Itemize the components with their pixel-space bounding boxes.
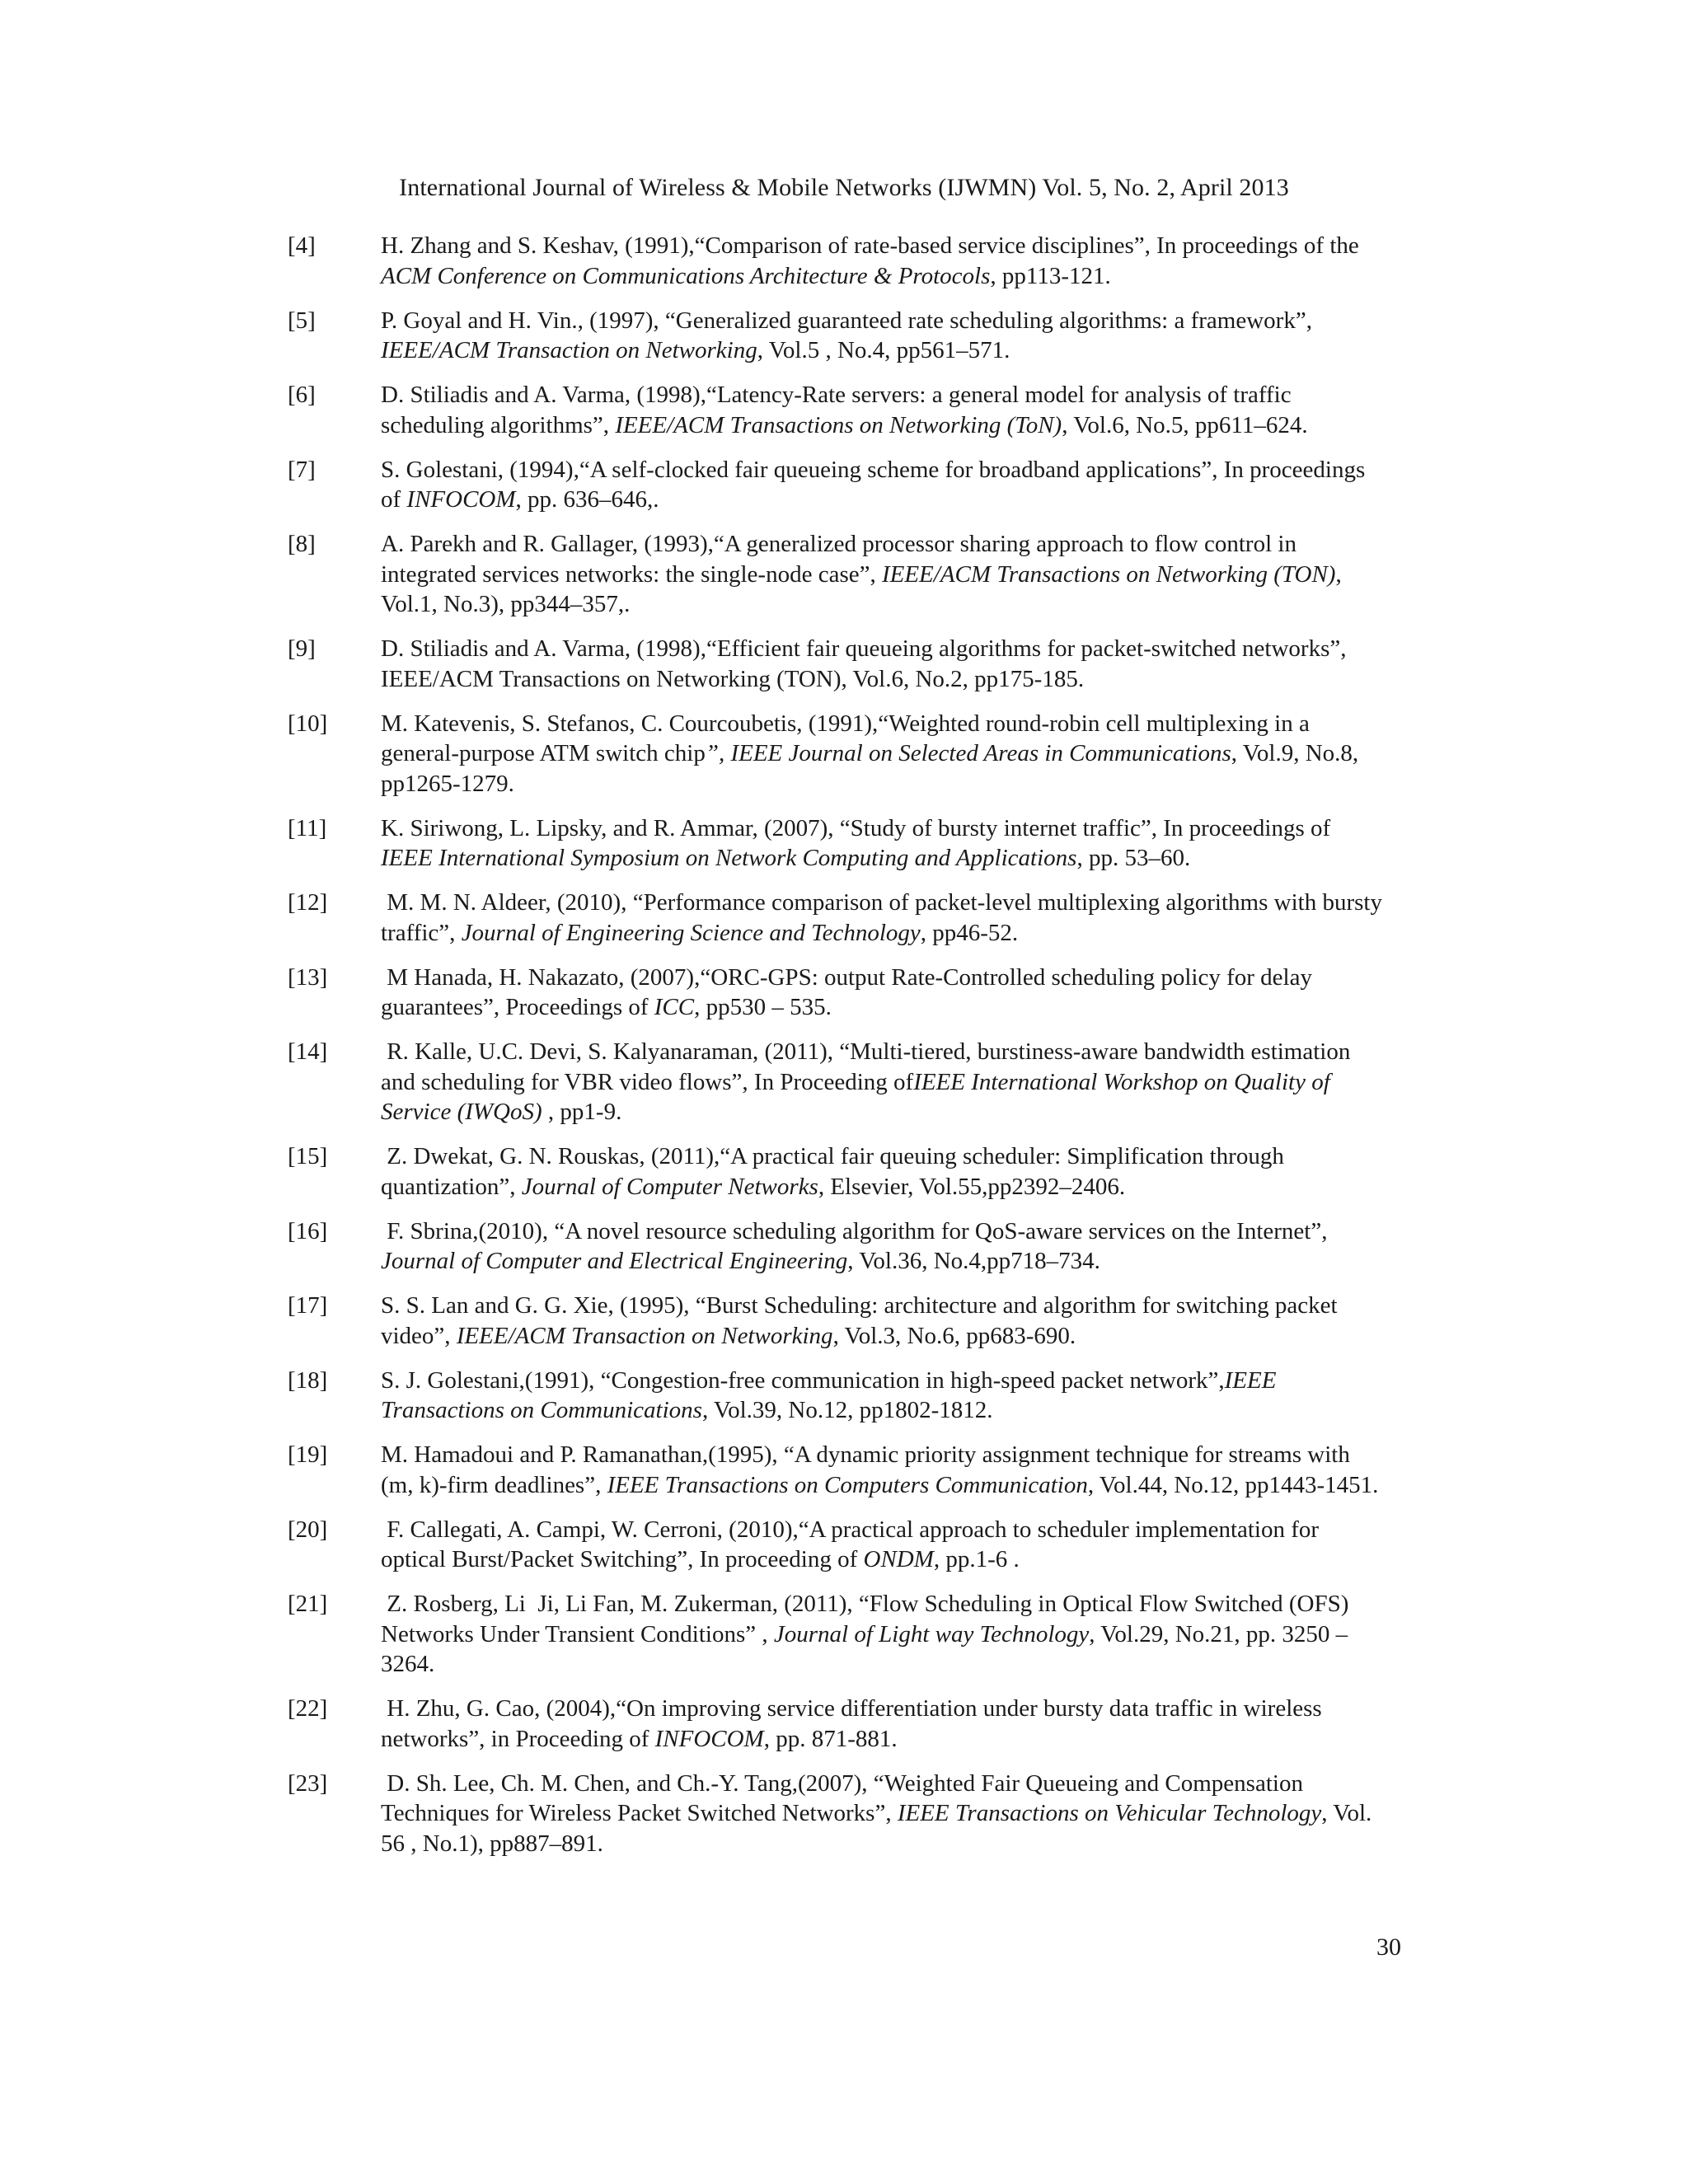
reference-venue: IEEE Transactions on Vehicular Technology — [897, 1800, 1322, 1826]
reference-number: [17] — [288, 1292, 328, 1319]
reference-venue: IEEE Transactions on Computers Communication — [607, 1471, 1088, 1498]
reference-entry — [288, 813, 1384, 874]
reference-text-segment: , pp.1-6 . — [933, 1546, 1020, 1572]
reference-text-segment: , Vol.1, No.3), pp344–357,. — [381, 560, 1342, 617]
reference-text — [381, 888, 1384, 948]
reference-text — [381, 529, 1384, 620]
reference-entry — [288, 634, 1384, 694]
reference-text — [381, 963, 1384, 1023]
reference-text-segment: A. Parekh and R. Gallager, (1993),“A generalized processor sharing approach to flow control in integrated services networks: the single-node case”, — [381, 531, 1296, 588]
reference-text-segment: , Vol.29, No.21, pp. 3250 – 3264. — [381, 1620, 1348, 1677]
reference-text-segment: K. Siriwong, L. Lipsky, and R. Ammar, (2007), “Study of bursty internet traffic”, In proceedings of — [381, 814, 1331, 841]
reference-text-segment: , Vol.6, No.5, pp611–624. — [1062, 411, 1308, 438]
reference-text-segment: , pp. 636–646,. — [515, 486, 659, 513]
reference-venue: IEEE/ACM Transactions on Networking (ToN) — [615, 411, 1062, 438]
reference-number: [8] — [288, 531, 316, 557]
reference-number: [9] — [288, 635, 316, 662]
reference-text-segment: , Vol.5 , No.4, pp561–571. — [757, 337, 1010, 363]
reference-entry — [288, 1769, 1384, 1859]
reference-venue: INFOCOM — [406, 486, 516, 513]
reference-text-segment: M. Hamadoui and P. Ramanathan,(1995), “A dynamic priority assignment technique for streams with (m, k)-firm deadlines”, — [381, 1441, 1350, 1498]
reference-text-segment: P. Goyal and H. Vin., (1997), “Generalized guaranteed rate scheduling algorithms: a framework”, — [381, 307, 1312, 334]
reference-text-segment: , pp. 871-881. — [763, 1725, 898, 1752]
reference-number: [19] — [288, 1441, 328, 1468]
reference-entry — [288, 1291, 1384, 1351]
reference-number: [7] — [288, 456, 316, 483]
reference-text-segment: , Vol.44, No.12, pp1443-1451. — [1087, 1471, 1379, 1498]
reference-entry — [288, 529, 1384, 620]
reference-venue: Journal of Light way Technology — [773, 1620, 1090, 1647]
reference-venue: INFOCOM — [654, 1725, 764, 1752]
reference-text-segment: , Vol. 56 , No.1), pp887–891. — [381, 1800, 1372, 1857]
reference-number: [23] — [288, 1769, 328, 1797]
reference-number: [13] — [288, 963, 328, 991]
reference-venue: IEEE/ACM Transaction on Networking — [456, 1322, 833, 1349]
reference-text — [381, 1694, 1384, 1754]
reference-entry — [288, 963, 1384, 1023]
reference-text-segment: , pp113-121. — [990, 262, 1111, 289]
reference-entry — [288, 306, 1384, 366]
reference-number: [4] — [288, 232, 316, 259]
reference-text-segment: , pp. 53–60. — [1076, 845, 1191, 871]
reference-text-segment: , Elsevier, Vol.55,pp2392–2406. — [818, 1173, 1126, 1200]
reference-text-segment: , pp530 – 535. — [694, 994, 832, 1020]
reference-text-segment: S. Golestani, (1994),“A self-clocked fair queueing scheme for broadband applications”, In proceedings of — [381, 456, 1366, 513]
reference-entry — [288, 888, 1384, 948]
reference-text — [381, 1037, 1384, 1127]
reference-entry — [288, 709, 1384, 799]
reference-entry — [288, 1515, 1384, 1575]
reference-entry — [288, 231, 1384, 291]
reference-text — [381, 634, 1384, 694]
reference-text-segment: S. S. Lan and G. G. Xie, (1995), “Burst Scheduling: architecture and algorithm for switching packet video”, — [381, 1292, 1338, 1349]
reference-text-segment: , pp1-9. — [542, 1099, 622, 1125]
reference-venue: IEEE/ACM Transaction on Networking — [381, 337, 757, 363]
reference-text — [381, 1515, 1384, 1575]
reference-text — [381, 1291, 1384, 1351]
reference-text-segment: D. Sh. Lee, Ch. M. Chen, and Ch.-Y. Tang,(2007), “Weighted Fair Queueing and Compensation Techniques for Wireless Packet Switched Networks”, — [381, 1769, 1303, 1826]
reference-text — [381, 1141, 1384, 1202]
reference-list — [288, 231, 1384, 1873]
reference-entry — [288, 1216, 1384, 1277]
reference-text-segment: , Vol.39, No.12, pp1802-1812. — [701, 1397, 993, 1423]
reference-text — [381, 709, 1384, 799]
reference-entry — [288, 1589, 1384, 1680]
reference-venue: IEEE International Symposium on Network Computing and Applications — [381, 845, 1077, 871]
reference-number: [18] — [288, 1366, 328, 1394]
reference-text — [381, 231, 1384, 291]
reference-text-segment: D. Stiliadis and A. Varma, (1998),“Latency-Rate servers: a general model for analysis of traffic scheduling algorithms”, — [381, 382, 1292, 438]
reference-text — [381, 813, 1384, 874]
reference-venue: ICC — [654, 994, 695, 1020]
reference-text — [381, 1216, 1384, 1277]
reference-text-segment: R. Kalle, U.C. Devi, S. Kalyanaraman, (2011), “Multi-tiered, burstiness-aware bandwidth estimation and scheduling for VBR video flows”, In Proceeding of — [381, 1038, 1351, 1095]
reference-entry — [288, 1141, 1384, 1202]
reference-text-segment: , pp46-52. — [920, 919, 1019, 946]
reference-venue: Journal of Computer Networks — [521, 1173, 818, 1200]
reference-number: [5] — [288, 307, 316, 334]
reference-text-segment: H. Zhu, G. Cao, (2004),“On improving service differentiation under bursty data traffic in wireless networks”, in Proceeding of — [381, 1695, 1322, 1752]
reference-text-segment: M Hanada, H. Nakazato, (2007),“ORC-GPS: output Rate-Controlled scheduling policy for delay guarantees”, Proceedings of — [381, 963, 1312, 1020]
reference-number: [22] — [288, 1695, 328, 1722]
reference-entry — [288, 1694, 1384, 1754]
reference-text-segment: S. J. Golestani,(1991), “Congestion-free communication in high-speed packet network”, — [381, 1366, 1225, 1394]
reference-text — [381, 1589, 1384, 1680]
running-head: International Journal of Wireless & Mobile Networks (IJWMN) Vol. 5, No. 2, April 2013 — [399, 174, 1289, 201]
reference-venue: IEEE/ACM Transactions on Networking (TON) — [881, 560, 1336, 588]
reference-text — [381, 1769, 1384, 1859]
page-number: 30 — [1376, 1933, 1401, 1961]
reference-number: [16] — [288, 1217, 328, 1244]
reference-entry — [288, 1440, 1384, 1500]
reference-entry — [288, 380, 1384, 440]
reference-venue: IEEE Transactions on Communications — [381, 1366, 1277, 1423]
reference-venue: ONDM — [863, 1546, 934, 1572]
reference-text-segment: F. Sbrina,(2010), “A novel resource scheduling algorithm for QoS-aware services on the Internet”, — [381, 1217, 1328, 1244]
reference-number: [20] — [288, 1516, 328, 1543]
reference-entry — [288, 1037, 1384, 1127]
reference-text-segment: D. Stiliadis and A. Varma, (1998),“Efficient fair queueing algorithms for packet-switched networks”, IEEE/ACM Transactions on Networking (TON), Vol.6, No.2, pp175-185. — [381, 635, 1347, 692]
reference-text — [381, 455, 1384, 515]
reference-number: [21] — [288, 1591, 328, 1617]
reference-text — [381, 380, 1384, 440]
reference-number: [10] — [288, 710, 328, 737]
reference-text-segment: M. Katevenis, S. Stefanos, C. Courcoubetis, (1991),“Weighted round-robin cell multiplexing in a general-purpose ATM switch chip — [381, 710, 1310, 766]
reference-text-segment: F. Callegati, A. Campi, W. Cerroni, (2010),“A practical approach to scheduler implementation for optical Burst/Packet Switching”, In proceeding of — [381, 1516, 1320, 1572]
reference-text — [381, 306, 1384, 366]
reference-number: [15] — [288, 1143, 328, 1169]
reference-text-segment: M. M. N. Aldeer, (2010), “Performance comparison of packet-level multiplexing algorithms with bursty traffic”, — [381, 889, 1382, 946]
reference-venue: ”, IEEE Journal on Selected Areas in Communications — [705, 740, 1231, 766]
reference-text-segment: Z. Dwekat, G. N. Rouskas, (2011),“A practical fair queuing scheduler: Simplification through quantization”, — [381, 1143, 1284, 1200]
reference-text — [381, 1366, 1384, 1426]
reference-venue: Journal of Engineering Science and Technology — [461, 919, 921, 946]
reference-number: [12] — [288, 889, 328, 916]
reference-text-segment: , Vol.9, No.8, pp1265-1279. — [381, 740, 1359, 797]
reference-text-segment: H. Zhang and S. Keshav, (1991),“Comparison of rate-based service disciplines”, In proceedings of the — [381, 232, 1359, 259]
reference-number: [11] — [288, 814, 327, 841]
reference-text — [381, 1440, 1384, 1500]
reference-text-segment: Z. Rosberg, Li Ji, Li Fan, M. Zukerman, (2011), “Flow Scheduling in Optical Flow Switched (OFS) Networks Under Transient Conditions” , — [381, 1591, 1349, 1647]
reference-entry — [288, 455, 1384, 515]
reference-text-segment: , Vol.3, No.6, pp683-690. — [832, 1322, 1076, 1349]
reference-number: [6] — [288, 382, 316, 408]
reference-venue: IEEE International Workshop on Quality of Service (IWQoS) — [381, 1068, 1330, 1125]
reference-venue: ACM Conference on Communications Architecture & Protocols — [381, 262, 991, 289]
reference-text-segment: , Vol.36, No.4,pp718–734. — [847, 1248, 1100, 1274]
reference-venue: Journal of Computer and Electrical Engineering — [381, 1248, 848, 1274]
reference-number: [14] — [288, 1038, 328, 1065]
reference-entry — [288, 1366, 1384, 1426]
